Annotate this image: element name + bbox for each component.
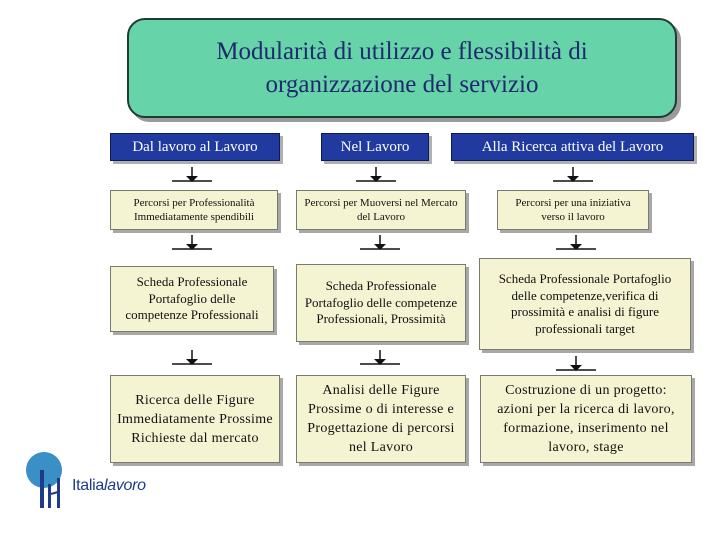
step-box [296,375,466,463]
column-header-dal-lavoro [110,133,280,161]
step-box [110,266,274,332]
step-text: Scheda Professionale Portafoglio delle competenze,verifica di prossimità e analisi di figure professionali target [498,271,672,336]
logo-wordmark [72,477,146,495]
step-box [480,375,692,463]
column-header-ricerca-attiva [451,133,694,161]
down-arrow-icon [356,167,396,183]
header-label: Dal lavoro al Lavoro [132,138,258,155]
step-text: Scheda Professionale Portafoglio delle competenze Professionali, Prossimità [304,278,458,327]
step-box [296,264,466,342]
down-arrow-icon [360,350,400,366]
down-arrow-icon [172,235,212,251]
down-arrow-icon [172,350,212,366]
step-text: Costruzione di un progetto: azioni per la ricerca di lavoro, formazione, inserimento nel lavoro, stage [497,383,675,455]
step-text: Scheda Professionale Portafoglio delle competenze Professionali [125,274,259,323]
step-box [479,258,691,350]
down-arrow-icon [553,167,593,183]
header-label: Nel Lavoro [340,138,410,155]
step-box [497,190,649,230]
down-arrow-icon [556,235,596,251]
header-label: Alla Ricerca attiva del Lavoro [481,138,664,155]
logo-text-italia: Italia [72,477,104,494]
step-text: Ricerca delle Figure Immediatamente Prossime Richieste dal mercato [117,392,273,446]
step-box [296,190,466,230]
down-arrow-icon [172,167,212,183]
step-text: Analisi delle Figure Prossime o di interesse e Progettazione di percorsi nel Lavoro [307,383,455,455]
diagram-title [127,18,677,118]
step-text: Percorsi per Professionalità Immediatamente spendibili [133,197,255,223]
logo-text-lavoro: lavoro [104,477,146,494]
down-arrow-icon [360,235,400,251]
column-header-nel-lavoro [321,133,429,161]
step-box [110,190,278,230]
step-text: Percorsi per una iniziativa verso il lavoro [515,197,631,223]
down-arrow-icon [556,356,596,372]
title-text: Modularità di utilizzo e flessibilità di organizzazione del servizio [216,38,588,98]
step-text: Percorsi per Muoversi nel Mercato del Lavoro [304,197,458,223]
